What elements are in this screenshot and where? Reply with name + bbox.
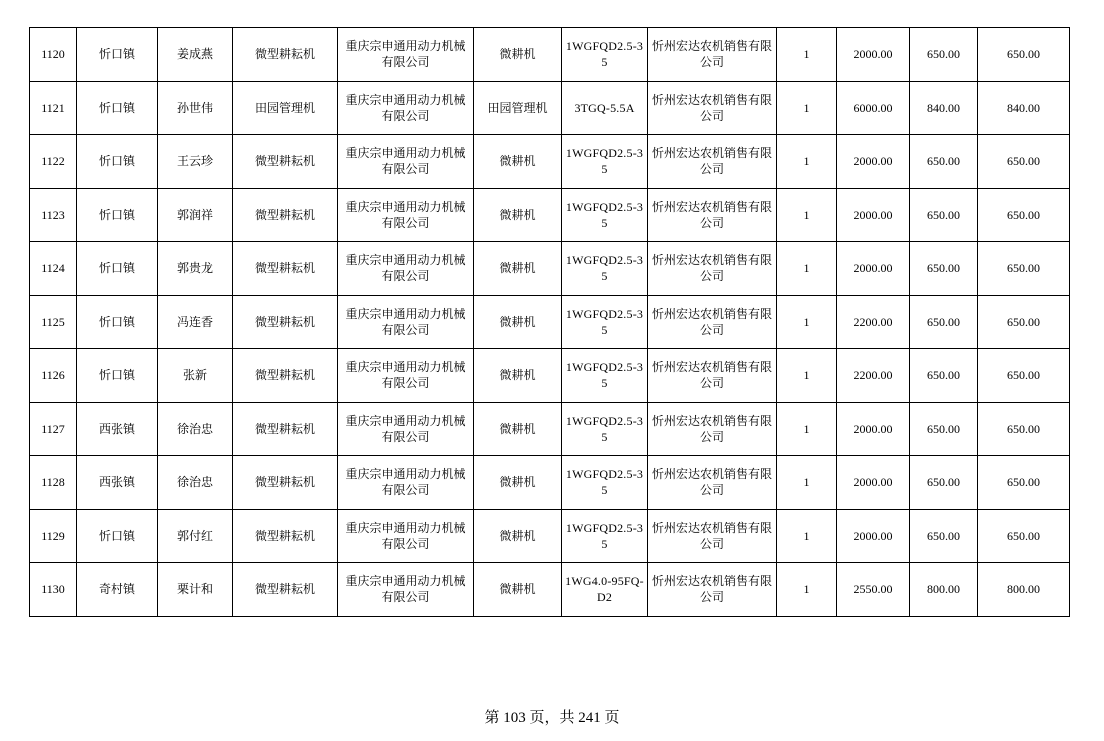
cell-model: 1WG4.0-95FQ-D2 <box>562 563 648 617</box>
cell-model: 3TGQ-5.5A <box>562 81 648 135</box>
cell-qty: 1 <box>777 295 837 349</box>
cell-maker: 重庆宗申通用动力机械有限公司 <box>338 81 474 135</box>
cell-product: 微耕机 <box>474 402 562 456</box>
cell-subsidy-a: 650.00 <box>910 402 978 456</box>
footer-suffix: 页 <box>604 710 620 726</box>
cell-subsidy-a: 800.00 <box>910 563 978 617</box>
cell-name: 冯连香 <box>158 295 233 349</box>
cell-category: 微型耕耘机 <box>233 295 338 349</box>
cell-subsidy-b: 650.00 <box>978 509 1070 563</box>
cell-maker: 重庆宗申通用动力机械有限公司 <box>338 456 474 510</box>
cell-maker: 重庆宗申通用动力机械有限公司 <box>338 509 474 563</box>
cell-maker: 重庆宗申通用动力机械有限公司 <box>338 242 474 296</box>
table-row <box>30 81 1070 135</box>
cell-price: 2000.00 <box>837 456 910 510</box>
footer-prefix: 第 <box>484 710 500 726</box>
cell-id: 1129 <box>30 509 77 563</box>
cell-subsidy-a: 650.00 <box>910 509 978 563</box>
cell-qty: 1 <box>777 135 837 189</box>
table-row <box>30 349 1070 403</box>
cell-category: 微型耕耘机 <box>233 456 338 510</box>
cell-product: 微耕机 <box>474 242 562 296</box>
cell-qty: 1 <box>777 28 837 82</box>
cell-id: 1123 <box>30 188 77 242</box>
cell-name: 王云珍 <box>158 135 233 189</box>
cell-model: 1WGFQD2.5-35 <box>562 28 648 82</box>
cell-category: 微型耕耘机 <box>233 135 338 189</box>
cell-dealer: 忻州宏达农机销售有限公司 <box>648 81 777 135</box>
cell-subsidy-b: 840.00 <box>978 81 1070 135</box>
cell-name: 张新 <box>158 349 233 403</box>
cell-price: 2000.00 <box>837 242 910 296</box>
cell-price: 2000.00 <box>837 135 910 189</box>
table-row <box>30 509 1070 563</box>
cell-subsidy-b: 650.00 <box>978 242 1070 296</box>
cell-town: 忻口镇 <box>77 81 158 135</box>
cell-dealer: 忻州宏达农机销售有限公司 <box>648 295 777 349</box>
cell-name: 徐治忠 <box>158 402 233 456</box>
cell-qty: 1 <box>777 188 837 242</box>
cell-subsidy-a: 650.00 <box>910 28 978 82</box>
table-row <box>30 135 1070 189</box>
table-row <box>30 242 1070 296</box>
cell-town: 西张镇 <box>77 402 158 456</box>
cell-town: 奇村镇 <box>77 563 158 617</box>
cell-town: 忻口镇 <box>77 28 158 82</box>
cell-model: 1WGFQD2.5-35 <box>562 349 648 403</box>
cell-category: 田园管理机 <box>233 81 338 135</box>
footer-current-page: 103 <box>503 710 526 726</box>
cell-maker: 重庆宗申通用动力机械有限公司 <box>338 349 474 403</box>
cell-maker: 重庆宗申通用动力机械有限公司 <box>338 135 474 189</box>
cell-product: 田园管理机 <box>474 81 562 135</box>
cell-town: 忻口镇 <box>77 188 158 242</box>
cell-name: 栗计和 <box>158 563 233 617</box>
cell-id: 1130 <box>30 563 77 617</box>
cell-dealer: 忻州宏达农机销售有限公司 <box>648 563 777 617</box>
cell-dealer: 忻州宏达农机销售有限公司 <box>648 135 777 189</box>
cell-model: 1WGFQD2.5-35 <box>562 456 648 510</box>
cell-product: 微耕机 <box>474 135 562 189</box>
cell-town: 忻口镇 <box>77 242 158 296</box>
cell-id: 1125 <box>30 295 77 349</box>
cell-product: 微耕机 <box>474 188 562 242</box>
cell-subsidy-b: 650.00 <box>978 135 1070 189</box>
cell-dealer: 忻州宏达农机销售有限公司 <box>648 242 777 296</box>
cell-subsidy-b: 650.00 <box>978 456 1070 510</box>
cell-product: 微耕机 <box>474 349 562 403</box>
cell-id: 1121 <box>30 81 77 135</box>
cell-category: 微型耕耘机 <box>233 402 338 456</box>
table-row <box>30 563 1070 617</box>
cell-maker: 重庆宗申通用动力机械有限公司 <box>338 188 474 242</box>
cell-qty: 1 <box>777 402 837 456</box>
cell-subsidy-a: 650.00 <box>910 349 978 403</box>
cell-subsidy-b: 650.00 <box>978 402 1070 456</box>
cell-model: 1WGFQD2.5-35 <box>562 509 648 563</box>
cell-product: 微耕机 <box>474 456 562 510</box>
cell-town: 忻口镇 <box>77 295 158 349</box>
cell-model: 1WGFQD2.5-35 <box>562 242 648 296</box>
cell-category: 微型耕耘机 <box>233 563 338 617</box>
cell-maker: 重庆宗申通用动力机械有限公司 <box>338 563 474 617</box>
cell-product: 微耕机 <box>474 509 562 563</box>
page-footer <box>0 706 1104 727</box>
cell-price: 2550.00 <box>837 563 910 617</box>
cell-price: 2000.00 <box>837 28 910 82</box>
cell-subsidy-b: 650.00 <box>978 295 1070 349</box>
cell-price: 2200.00 <box>837 295 910 349</box>
table-row <box>30 28 1070 82</box>
cell-subsidy-b: 650.00 <box>978 349 1070 403</box>
cell-subsidy-a: 650.00 <box>910 295 978 349</box>
cell-subsidy-b: 650.00 <box>978 28 1070 82</box>
cell-name: 郭润祥 <box>158 188 233 242</box>
table-row <box>30 295 1070 349</box>
cell-subsidy-a: 650.00 <box>910 242 978 296</box>
cell-qty: 1 <box>777 242 837 296</box>
cell-model: 1WGFQD2.5-35 <box>562 295 648 349</box>
cell-product: 微耕机 <box>474 563 562 617</box>
cell-maker: 重庆宗申通用动力机械有限公司 <box>338 28 474 82</box>
cell-name: 孙世伟 <box>158 81 233 135</box>
cell-price: 2200.00 <box>837 349 910 403</box>
cell-price: 6000.00 <box>837 81 910 135</box>
cell-dealer: 忻州宏达农机销售有限公司 <box>648 509 777 563</box>
cell-name: 郭贵龙 <box>158 242 233 296</box>
table-row <box>30 188 1070 242</box>
cell-model: 1WGFQD2.5-35 <box>562 135 648 189</box>
cell-dealer: 忻州宏达农机销售有限公司 <box>648 402 777 456</box>
cell-name: 徐治忠 <box>158 456 233 510</box>
cell-qty: 1 <box>777 81 837 135</box>
cell-subsidy-a: 650.00 <box>910 456 978 510</box>
cell-name: 郭付红 <box>158 509 233 563</box>
cell-subsidy-a: 650.00 <box>910 135 978 189</box>
cell-id: 1128 <box>30 456 77 510</box>
footer-total-pages: 241 <box>578 710 601 726</box>
cell-town: 西张镇 <box>77 456 158 510</box>
cell-town: 忻口镇 <box>77 509 158 563</box>
cell-price: 2000.00 <box>837 509 910 563</box>
cell-category: 微型耕耘机 <box>233 188 338 242</box>
cell-dealer: 忻州宏达农机销售有限公司 <box>648 349 777 403</box>
cell-model: 1WGFQD2.5-35 <box>562 402 648 456</box>
cell-category: 微型耕耘机 <box>233 242 338 296</box>
cell-qty: 1 <box>777 456 837 510</box>
cell-product: 微耕机 <box>474 28 562 82</box>
cell-subsidy-b: 800.00 <box>978 563 1070 617</box>
table-body <box>30 28 1070 617</box>
cell-id: 1120 <box>30 28 77 82</box>
cell-id: 1127 <box>30 402 77 456</box>
cell-id: 1124 <box>30 242 77 296</box>
cell-qty: 1 <box>777 563 837 617</box>
cell-category: 微型耕耘机 <box>233 28 338 82</box>
cell-subsidy-b: 650.00 <box>978 188 1070 242</box>
table-row <box>30 456 1070 510</box>
cell-maker: 重庆宗申通用动力机械有限公司 <box>338 295 474 349</box>
cell-category: 微型耕耘机 <box>233 509 338 563</box>
cell-model: 1WGFQD2.5-35 <box>562 188 648 242</box>
cell-category: 微型耕耘机 <box>233 349 338 403</box>
cell-price: 2000.00 <box>837 188 910 242</box>
cell-qty: 1 <box>777 509 837 563</box>
cell-dealer: 忻州宏达农机销售有限公司 <box>648 188 777 242</box>
cell-id: 1122 <box>30 135 77 189</box>
footer-middle: 页，共 <box>529 710 575 726</box>
cell-maker: 重庆宗申通用动力机械有限公司 <box>338 402 474 456</box>
cell-id: 1126 <box>30 349 77 403</box>
cell-name: 姜成燕 <box>158 28 233 82</box>
table-row <box>30 402 1070 456</box>
cell-subsidy-a: 840.00 <box>910 81 978 135</box>
cell-town: 忻口镇 <box>77 135 158 189</box>
cell-town: 忻口镇 <box>77 349 158 403</box>
cell-dealer: 忻州宏达农机销售有限公司 <box>648 28 777 82</box>
cell-price: 2000.00 <box>837 402 910 456</box>
cell-dealer: 忻州宏达农机销售有限公司 <box>648 456 777 510</box>
subsidy-table <box>29 27 1070 617</box>
cell-qty: 1 <box>777 349 837 403</box>
cell-subsidy-a: 650.00 <box>910 188 978 242</box>
cell-product: 微耕机 <box>474 295 562 349</box>
